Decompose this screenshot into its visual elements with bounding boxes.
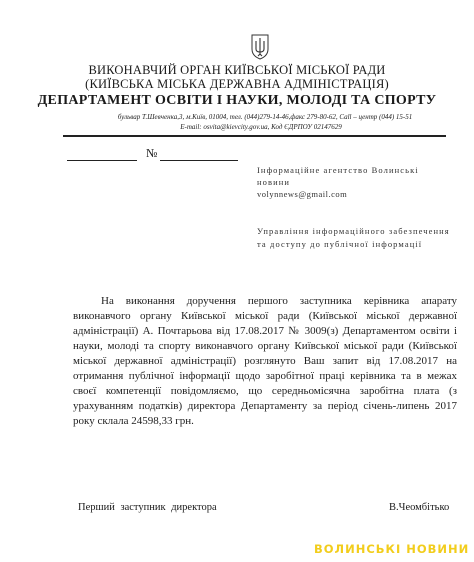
addressee-line: Управління інформаційного забезпечення (257, 226, 450, 236)
letter-body: На виконання доручення першого заступника керівника апарату виконавчого органу Київської міської ради (Київської міської державної адміністрації) А. Почтарьова від 17.08.2017 № 3009(з) Департаментом освіти і науки, молоді та спорту виконавчого органу Київської міської ради (Київської міської державної адміністрації) розглянуто Ваш запит від 17.08.2017 на отримання публічної інформації щодо заробітної праці керівника та в межах своєї компетенції повідомляємо, що середньомісячна заробітна плата (з урахуванням податків) директора Департаменту за період січень-липень 2017 року склала 24598,33 грн. (73, 295, 457, 427)
registry-date-field (67, 148, 137, 161)
addressee-line: та доступу до публічної інформації (257, 239, 423, 249)
header-divider (63, 135, 446, 137)
addressee-line: новини (257, 177, 291, 187)
header-contacts-email: E-mail: osvita@kievcity.gov.ua, Код ЄДРПОУ 02147629 (180, 123, 342, 131)
header-administration: (КИЇВСЬКА МІСЬКА ДЕРЖАВНА АДМІНІСТРАЦІЯ) (85, 77, 389, 91)
header-authority: ВИКОНАВЧИЙ ОРГАН КИЇВСЬКОЇ МІСЬКОЇ РАДИ (88, 63, 386, 77)
addressee-line: Інформаційне агентство Волинські (257, 165, 419, 175)
coat-of-arms-icon (250, 34, 270, 60)
signature-name: В.Чеомбітько (389, 502, 450, 513)
watermark: ВОЛИНСЬКІ НОВИНИ (314, 542, 470, 556)
signature-role: Перший заступник директора (78, 502, 217, 513)
addressee-email: volynnews@gmail.com (257, 189, 348, 199)
registry-number-field (160, 148, 238, 161)
header-department: ДЕПАРТАМЕНТ ОСВІТИ І НАУКИ, МОЛОДІ ТА СПОРТУ (37, 93, 437, 108)
header-contacts-address: бульвар Т.Шевченка,3, м.Київ, 01004, тел. (044)279-14-46,факс 279-80-62, Call – центр (044) 15-51 (117, 113, 413, 121)
registry-number-sign: № (146, 146, 158, 160)
